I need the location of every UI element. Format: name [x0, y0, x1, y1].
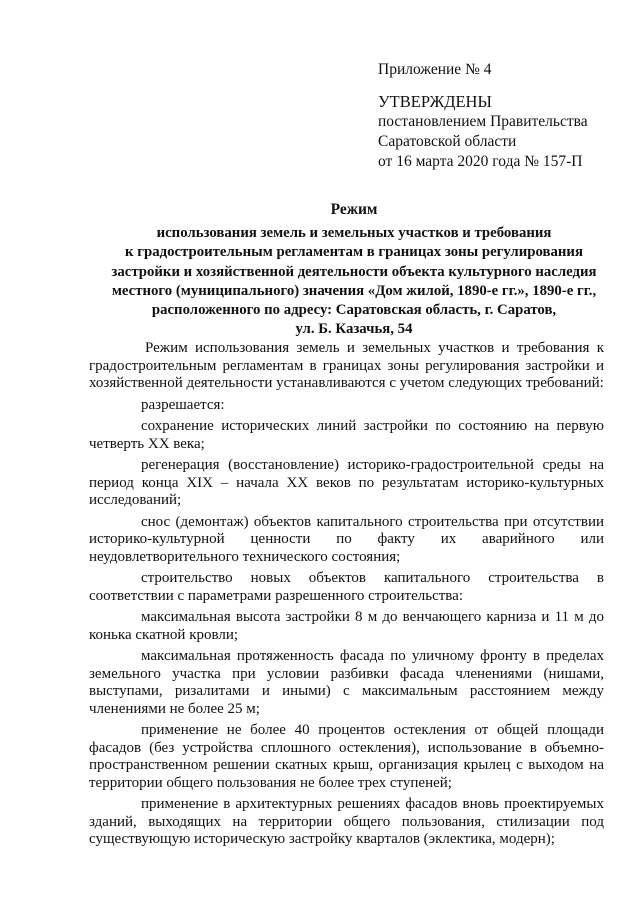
title-line: местного (муниципального) значения «Дом жилой, 1890-е гг.», 1890-е гг., [111, 282, 597, 299]
approval-block [378, 60, 628, 172]
approval-line: Саратовской области [378, 133, 517, 150]
title-line: к градостроительным регламентам в границах зоны регулирования [125, 244, 583, 261]
allowed-heading: разрешается: [141, 396, 225, 413]
requirement-paragraph: максимальная протяженность фасада по уличному фронту в пределах земельного участка при условии разбивки фасада членениями (нишами, выступами, ризалитами и иными) с максимальным расстоянием между членениями не более 25 м; [89, 648, 604, 717]
requirement-paragraph: сохранение исторических линий застройки по состоянию на первую четверть XX века; [89, 418, 604, 452]
title-line: использования земель и земельных участков и требования [156, 225, 552, 242]
intro-paragraph: Режим использования земель и земельных участков и требования к градостроительным регламентам в границах зоны регулирования застройки и хозяйственной деятельности устанавливаются с учетом следующих требований: [89, 340, 604, 391]
title-line: ул. Б. Казачья, 54 [295, 321, 413, 338]
approval-line: постановлением Правительства [378, 113, 588, 130]
requirement-paragraph: применение в архитектурных решениях фасадов вновь проектируемых зданий, выходящих на территории общего пользования, стилизации под существующую историческую застройку кварталов (эклектика, модерн); [89, 796, 604, 847]
requirement-paragraph: максимальная высота застройки 8 м до венчающего карниза и 11 м до конька скатной кровли; [89, 609, 604, 643]
requirement-paragraph: строительство новых объектов капитального строительства в соответствии с параметрами разрешенного строительства: [89, 570, 604, 604]
document-title [86, 200, 622, 339]
requirement-paragraph: снос (демонтаж) объектов капитального строительства при отсутствии историко-культурной ценности по факту их аварийного или неудовлетворительного технического состояния; [89, 513, 604, 565]
appendix-number: Приложение № 4 [378, 61, 492, 78]
document-body [89, 340, 604, 853]
title-heading: Режим [330, 201, 378, 218]
approved-heading: УТВЕРЖДЕНЫ [378, 92, 492, 111]
title-line: застройки и хозяйственной деятельности объекта культурного наследия [111, 263, 597, 280]
requirement-paragraph: регенерация (восстановление) историко-градостроительной среды на период конца XIX – начала XX веков по результатам историко-культурных исследований; [89, 457, 604, 508]
title-line: расположенного по адресу: Саратовская область, г. Саратов, [151, 302, 557, 319]
requirement-paragraph: применение не более 40 процентов остекления от общей площади фасадов (без устройства сплошного остекления), использование в объемно-пространственном решении скатных крыш, организация крылец с выходом на территории общего пользования не более трех ступеней; [89, 722, 604, 791]
approval-date-line: от 16 марта 2020 года № 157-П [378, 153, 583, 170]
